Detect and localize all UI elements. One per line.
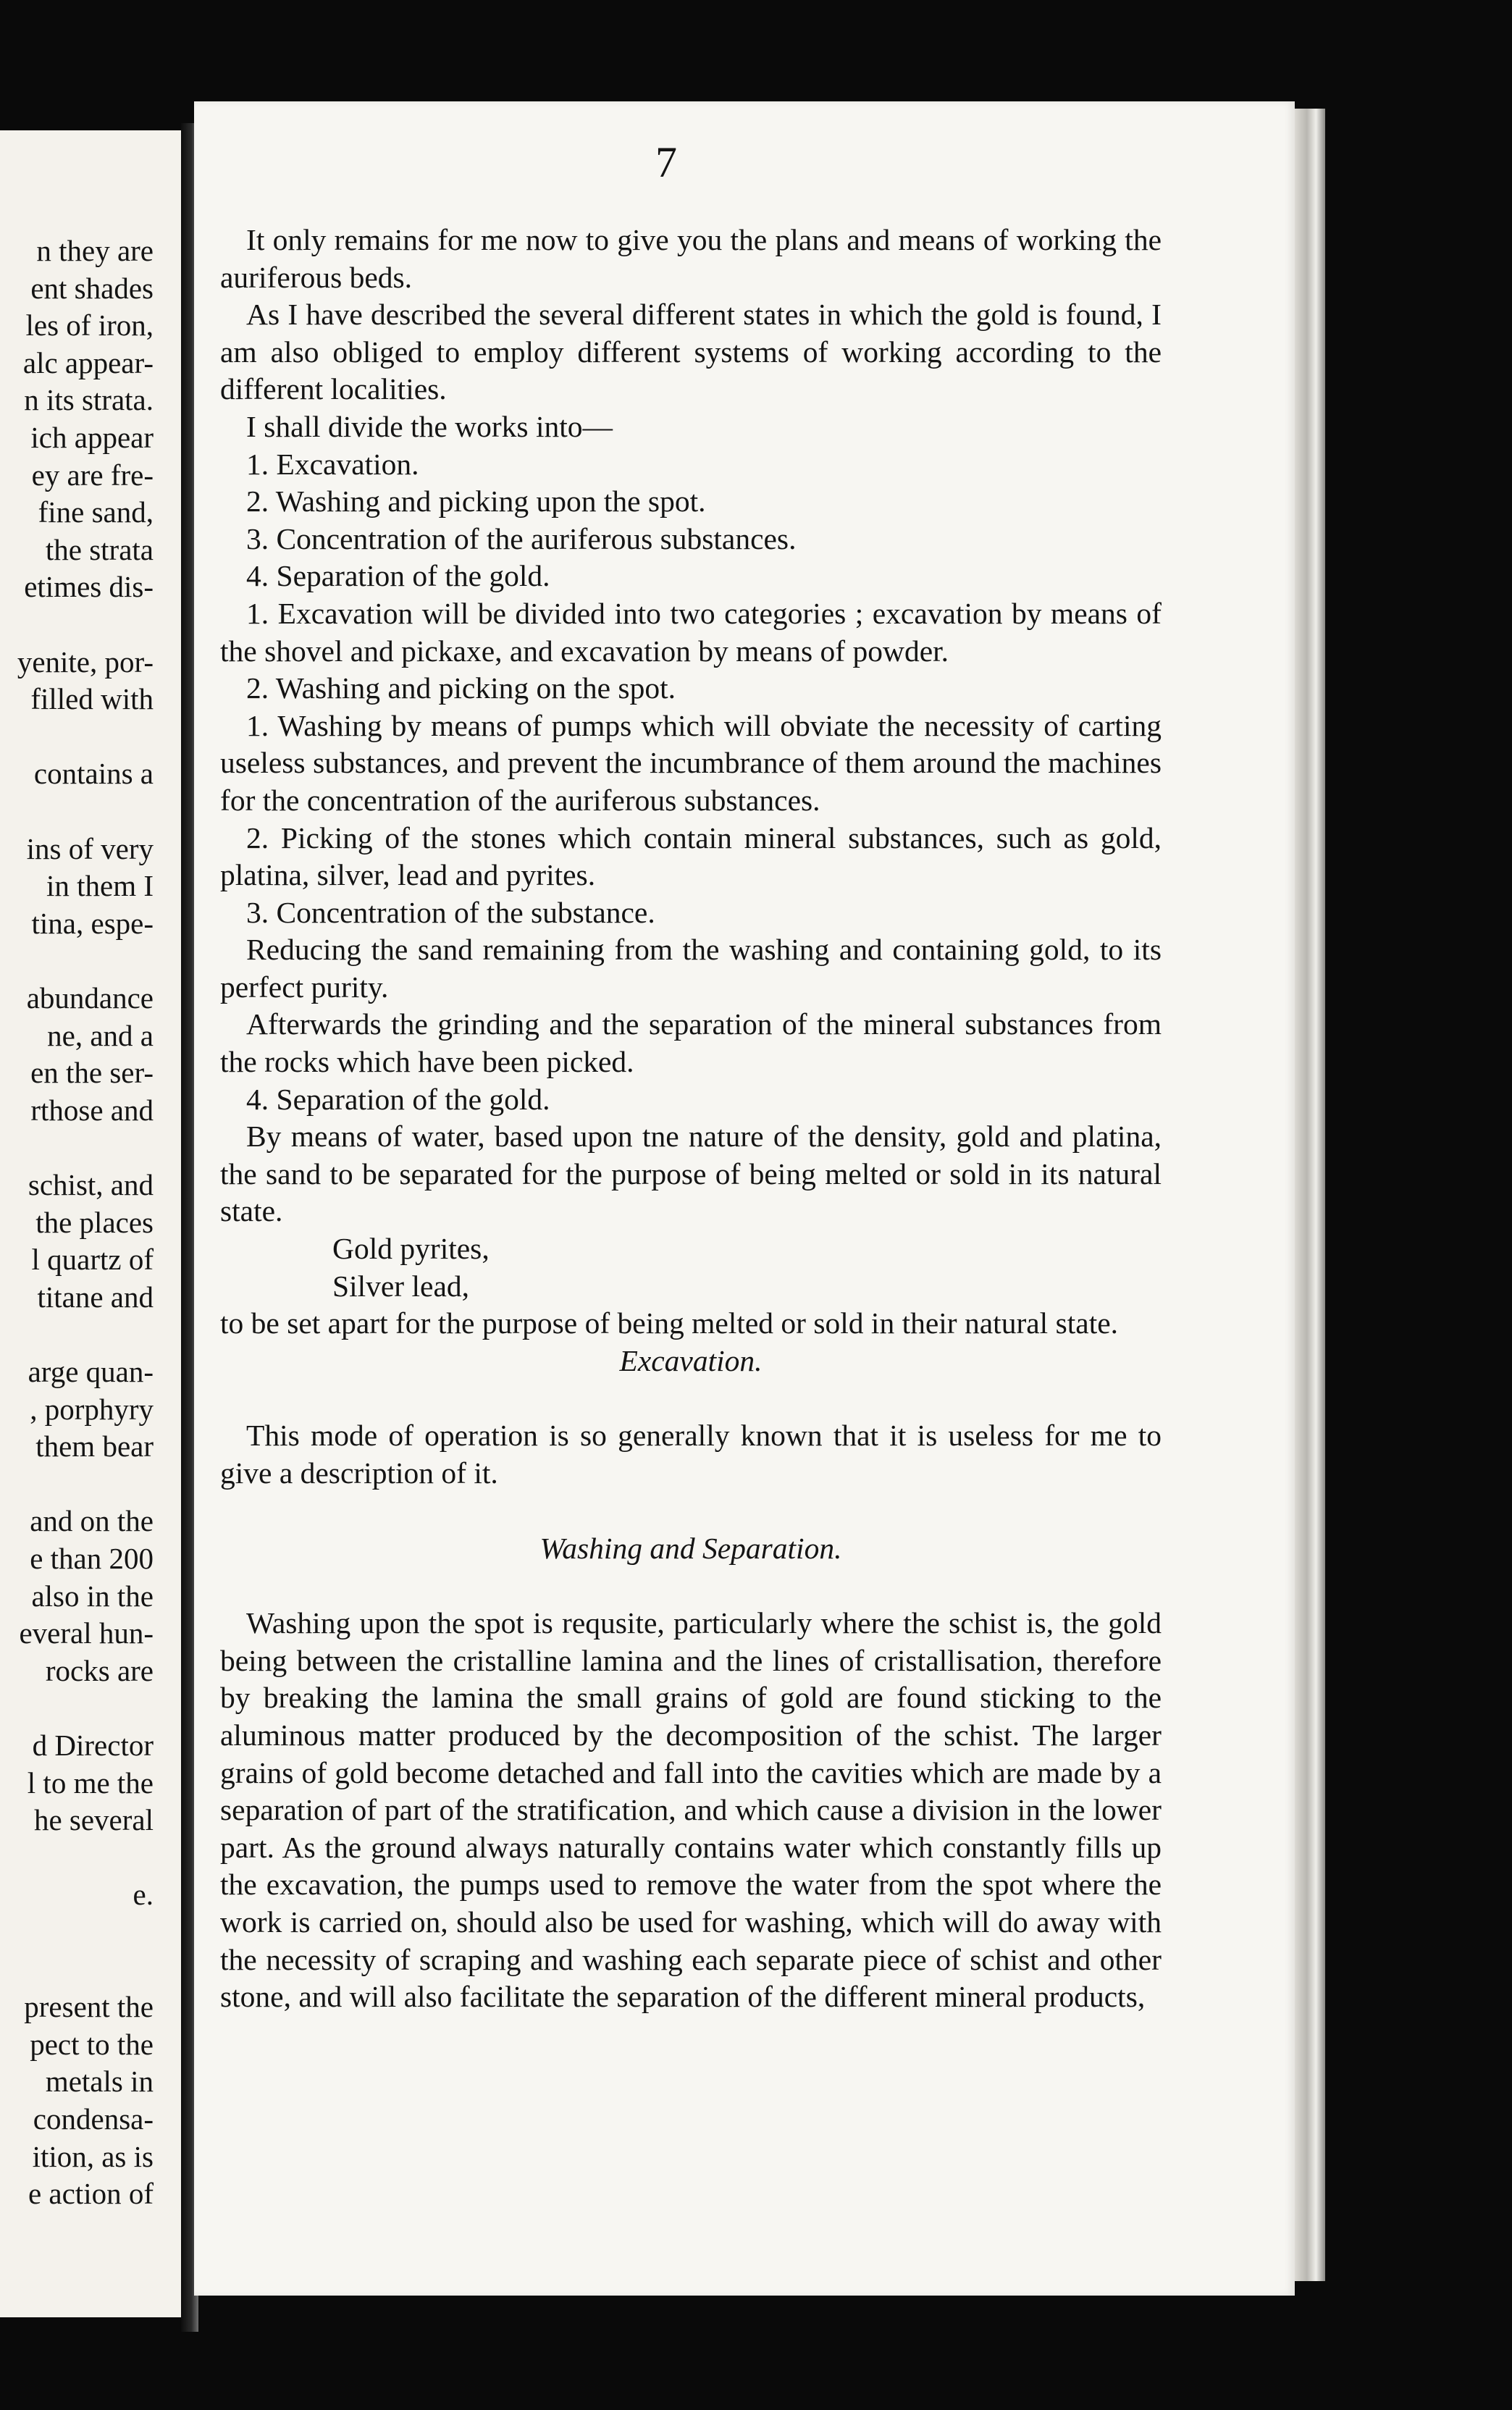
left-page-line: pect to the <box>30 2027 154 2061</box>
left-page-line: abundance <box>26 981 154 1015</box>
page-edge <box>1295 109 1325 2281</box>
paragraph: As I have described the several different states in which the gold is found, I am also obliged to employ different systems of working according to the different localities. <box>220 298 1162 406</box>
left-page-line: titane and <box>37 1280 154 1314</box>
left-page-line: ey are fre- <box>31 458 154 492</box>
page-body <box>220 222 1162 2016</box>
left-page-line: ne, and a <box>47 1018 154 1052</box>
paragraph: I shall divide the works into— <box>246 409 613 443</box>
left-page-line: metals in <box>45 2065 154 2099</box>
left-page-line: , porphyry <box>30 1392 154 1426</box>
left-page-line: also in the <box>31 1579 154 1613</box>
paragraph: Reducing the sand remaining from the washing and containing gold, to its perfect purity. <box>220 933 1162 1004</box>
paragraph: Washing upon the spot is requsite, particularly where the schist is, the gold being between the cristalline lamina and the lines of cristallisation, therefore by breaking the lamina the small grains of gold are found sticking to the aluminous matter produced by the decomposition of the schist. The larger grains of gold become detached and fall into the cavities which are made by a separation of part of the stratification, and which cause a division in the lower part. As the ground always naturally contains water which constantly fills up the excavation, the pumps used to remove the water from the spot where the work is carried on, should also be used for washing, which will do away with the necessity of scraping and washing each separate piece of schist and other stone, and will also facilitate the separation of the different mineral products, <box>220 1606 1162 2014</box>
paragraph: It only remains for me now to give you the plans and means of working the auriferous beds. <box>220 223 1162 294</box>
list-item: 2. Washing and picking upon the spot. <box>246 484 706 518</box>
left-page-line: e action of <box>28 2177 154 2211</box>
paragraph: 1. Excavation will be divided into two categories ; excavation by means of the shovel and pickaxe, and excavation by means of powder. <box>220 596 1162 668</box>
left-page-line: contains a <box>33 757 154 791</box>
left-page-line: l quartz of <box>31 1243 154 1277</box>
left-page-line: condensa- <box>33 2102 154 2136</box>
section-heading-excavation: Excavation. <box>619 1343 763 1377</box>
list-item: 1. Excavation. <box>246 447 419 481</box>
paragraph: Afterwards the grinding and the separation of the mineral substances from the rocks which have been picked. <box>220 1007 1162 1079</box>
left-page-line: n they are <box>36 234 154 267</box>
left-page-line: ins of very <box>26 831 154 865</box>
left-page-line: les of iron, <box>25 308 154 343</box>
left-page-line: schist, and <box>28 1168 154 1201</box>
left-page-line: he several <box>33 1803 154 1837</box>
left-page-line: rthose and <box>30 1093 154 1127</box>
list-item: 4. Separation of the gold. <box>246 1082 550 1116</box>
list-item: 2. Washing and picking on the spot. <box>246 671 676 705</box>
page-number: 7 <box>655 138 677 186</box>
paragraph: By means of water, based upon tne nature of the density, gold and platina, the sand to be separated for the purpose of being melted or sold in its natural state. <box>220 1120 1162 1228</box>
left-page-line: e. <box>133 1878 154 1912</box>
paragraph: 1. Washing by means of pumps which will obviate the necessity of carting useless substances, and prevent the incumbrance of them around the machines for the concentration of the auriferous substances. <box>220 708 1162 817</box>
left-page-line: alc appear- <box>22 345 154 379</box>
list-item: 3. Concentration of the substance. <box>246 895 655 929</box>
left-page-line: ent shades <box>30 271 154 305</box>
left-page-line: filled with <box>30 682 154 716</box>
left-page-line: d Director <box>32 1729 154 1762</box>
left-page-line: tina, espe- <box>31 906 154 940</box>
left-page-line: the places <box>35 1205 154 1239</box>
left-page-line: present the <box>24 1990 154 2024</box>
left-page-line: yenite, por- <box>17 645 154 679</box>
left-page-line: in them I <box>46 869 154 903</box>
list-item: Silver lead, <box>332 1269 469 1303</box>
left-page-line: ich appear <box>30 421 154 454</box>
left-page-line: ition, as is <box>32 2139 154 2173</box>
left-page-line: e than 200 <box>30 1542 154 1575</box>
left-page-line: en the ser- <box>30 1056 154 1090</box>
left-page-line: everal hun- <box>19 1616 154 1650</box>
left-page-line: fine sand, <box>38 495 154 529</box>
list-item: 3. Concentration of the auriferous substances. <box>246 521 797 555</box>
left-page-line: n its strata. <box>24 383 154 417</box>
left-page-line: them bear <box>35 1429 154 1464</box>
left-page-line: the strata <box>45 532 154 566</box>
left-page-line: rocks are <box>45 1653 154 1687</box>
paragraph: 2. Picking of the stones which contain mineral substances, such as gold, platina, silver, lead and pyrites. <box>220 820 1162 892</box>
paragraph: to be set apart for the purpose of being melted or sold in their natural state. <box>220 1306 1119 1340</box>
left-page-line: arge quan- <box>28 1355 154 1388</box>
left-page-line: l to me the <box>27 1765 154 1800</box>
section-heading-washing: Washing and Separation. <box>539 1531 842 1565</box>
list-item: 4. Separation of the gold. <box>246 559 550 593</box>
left-page-line: etimes dis- <box>24 570 154 604</box>
list-item: Gold pyrites, <box>332 1232 490 1266</box>
previous-page-fragment <box>0 130 181 2317</box>
left-page-line: and on the <box>30 1504 154 1538</box>
paragraph: This mode of operation is so generally known that it is useless for me to give a description of it. <box>220 1419 1162 1490</box>
